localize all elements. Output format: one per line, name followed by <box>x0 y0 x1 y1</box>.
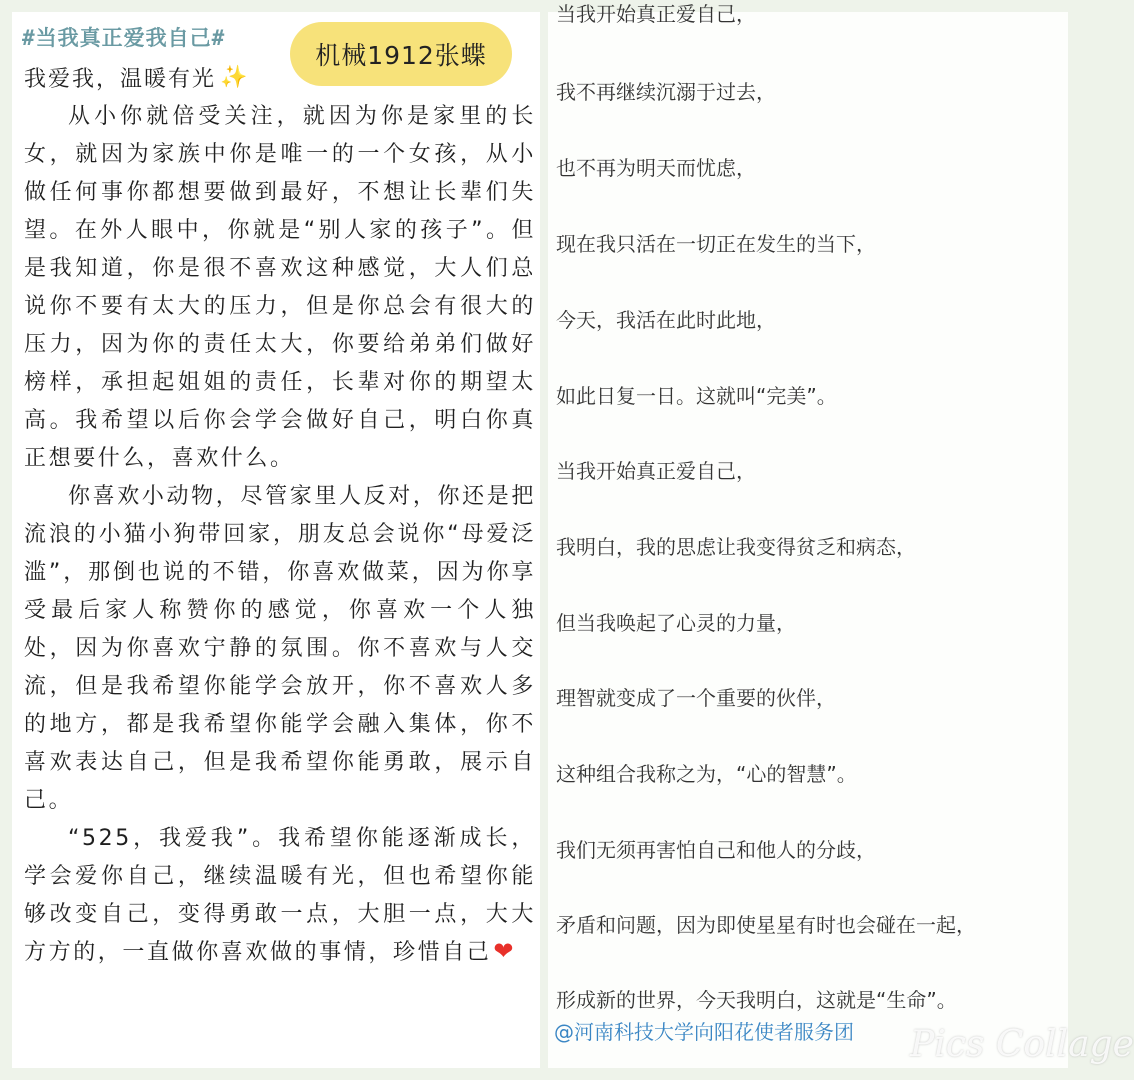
heart-icon: ❤ <box>493 937 517 965</box>
poem-line: 理智就变成了一个重要的伙伴， <box>556 686 836 710</box>
note-title <box>24 62 249 93</box>
note-paragraph-3 <box>24 820 536 972</box>
note-paragraph-3-text: “525，我爱我”。我希望你能逐渐成长，学会爱你自己，继续温暖有光，但也希望你能够改变自己，变得勇敢一点，大胆一点，大大方方的，一直做你喜欢做的事情，珍惜自己 <box>24 826 536 965</box>
poem-line: 现在我只活在一切正在发生的当下， <box>556 232 876 256</box>
poem-line: 矛盾和问题，因为即使星星有时也会碰在一起， <box>556 913 976 937</box>
poem-panel <box>548 2 1068 1068</box>
sparkles-icon: ✨ <box>220 65 250 90</box>
pics-collage-watermark: Pics Collage <box>910 1024 1134 1065</box>
note-title-text: 我爱我，温暖有光 <box>24 67 217 92</box>
author-name-tag: 机械1912张蝶 <box>290 22 512 86</box>
hashtag-heading: #当我真正爱我自己# <box>22 26 226 50</box>
poem-line: 我不再继续沉溺于过去， <box>556 80 776 104</box>
signature-handle: @河南科技大学向阳花使者服务团 <box>554 1020 854 1044</box>
poem-line: 也不再为明天而忧虑， <box>556 156 756 180</box>
handwritten-note-panel <box>12 12 540 1068</box>
poem-line: 形成新的世界，今天我明白，这就是“生命”。 <box>556 988 957 1012</box>
poem-line: 今天，我活在此时此地， <box>556 308 776 332</box>
note-body <box>24 98 536 972</box>
poem-line: 我们无须再害怕自己和他人的分歧， <box>556 838 876 862</box>
poem-line: 但当我唤起了心灵的力量， <box>556 611 796 635</box>
poem-line: 如此日复一日。这就叫“完美”。 <box>556 384 837 408</box>
poem-cut-off-line: 当我开始真正爱自己， <box>556 2 756 26</box>
poem-line: 我明白，我的思虑让我变得贫乏和病态， <box>556 535 916 559</box>
note-paragraph-2: 你喜欢小动物，尽管家里人反对，你还是把流浪的小猫小狗带回家，朋友总会说你“母爱泛滥”，那倒也说的不错，你喜欢做菜，因为你享受最后家人称赞你的感觉，你喜欢一个人独处，因为你喜欢宁静的氛围。你不喜欢与人交流，但是我希望你能学会放开，你不喜欢人多的地方，都是我希望你能学会融入集体，你不喜欢表达自己，但是我希望你能勇敢，展示自己。 <box>24 484 536 813</box>
note-paragraph-1: 从小你就倍受关注，就因为你是家里的长女，就因为家族中你是唯一的一个女孩，从小做任何事你都想要做到最好，不想让长辈们失望。在外人眼中，你就是“别人家的孩子”。但是我知道，你是很不喜欢这种感觉，大人们总说你不要有太大的压力，但是你总会有很大的压力，因为你的责任太大，你要给弟弟们做好榜样，承担起姐姐的责任，长辈对你的期望太高。我希望以后你会学会做好自己，明白你真正想要什么，喜欢什么。 <box>24 104 536 471</box>
poem-line: 这种组合我称之为，“心的智慧”。 <box>556 762 857 786</box>
poem-line: 当我开始真正爱自己， <box>556 459 756 483</box>
